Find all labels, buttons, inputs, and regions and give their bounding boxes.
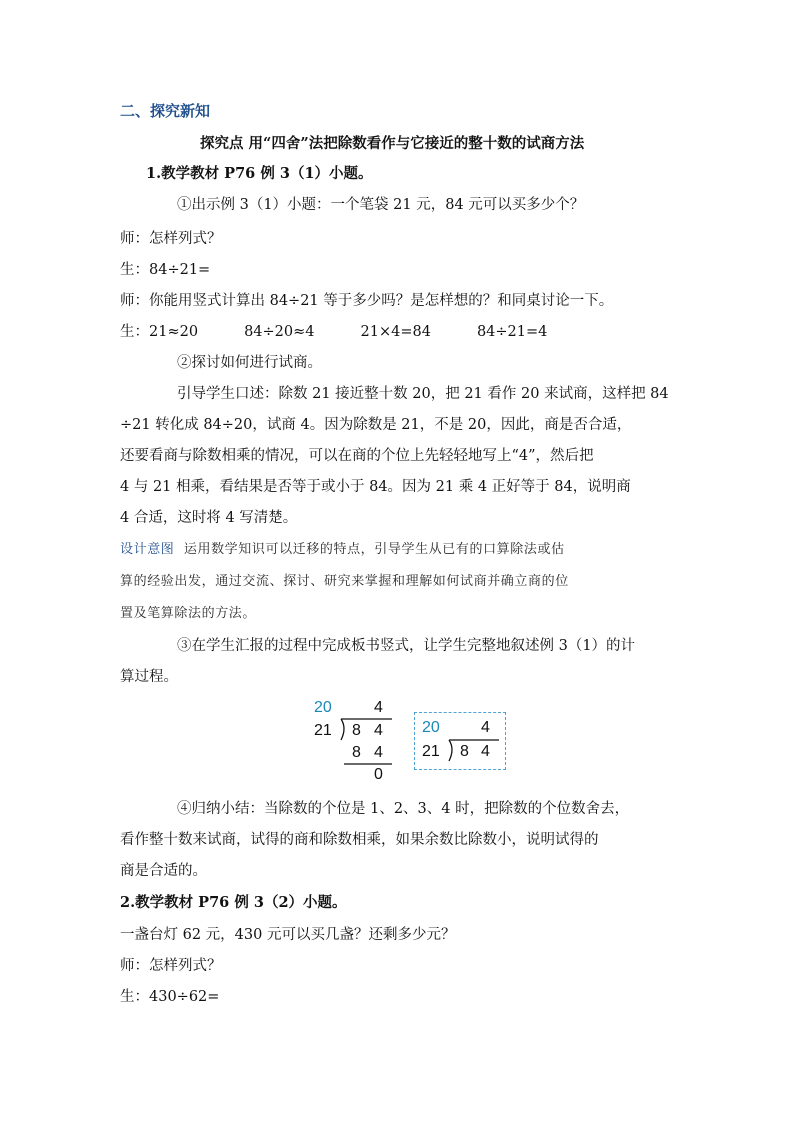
step4-line-1: ④归纳小结：当除数的个位是 1、2、3、4 时，把除数的个位数舍去， — [177, 801, 630, 817]
section-heading: 二、探究新知 — [120, 102, 211, 120]
design-intent-line-3: 置及笔算除法的方法。 — [120, 606, 257, 621]
dividend-tens: 8 — [352, 722, 361, 739]
student-answer-1: 生：84÷21= — [120, 262, 211, 278]
trial-estimate: 20 — [314, 699, 332, 716]
step4-line-2: 看作整十数来试商，试得的商和除数相乘，如果余数比除数小，说明试得的 — [120, 832, 599, 848]
box-quotient: 4 — [481, 719, 490, 736]
trial-box — [414, 712, 506, 770]
guide-line-5: 4 合适，这时将 4 写清楚。 — [120, 510, 298, 526]
problem2-text: 一盏台灯 62 元，430 元可以买几盏？还剩多少元？ — [120, 927, 456, 943]
item2-heading: 2.教学教材 P76 例 3（2）小题。 — [120, 894, 347, 911]
division-bracket — [300, 695, 410, 787]
teacher-question-3: 师：怎样列式？ — [120, 958, 222, 974]
remainder: 0 — [374, 766, 383, 783]
answer-check: 21×4=84 — [360, 324, 431, 340]
guide-line-4: 4 与 21 相乘，看结果是否等于或小于 84。因为 21 乘 4 正好等于 84，说明商 — [120, 479, 631, 495]
box-trial-estimate: 20 — [422, 719, 440, 736]
teacher-question-1: 师：怎样列式？ — [120, 231, 222, 247]
guide-line-3: 还要看商与除数相乘的情况，可以在商的个位上先轻轻地写上“4”，然后把 — [120, 448, 594, 464]
answer-estimate: 84÷20≈4 — [244, 324, 315, 340]
design-intent-line-1: 设计意图 运用数学知识可以迁移的特点，引导学生从已有的口算除法或估 — [120, 542, 565, 557]
design-intent-line-2: 算的经验出发，通过交流、探讨、研究来掌握和理解如何试商并确立商的位 — [120, 574, 569, 589]
quotient: 4 — [374, 699, 383, 716]
student-answer-3: 生：430÷62= — [120, 989, 220, 1005]
long-division — [300, 695, 410, 787]
step2-text: ②探讨如何进行试商。 — [177, 355, 322, 371]
step3-line-1: ③在学生汇报的过程中完成板书竖式，让学生完整地叙述例 3（1）的计 — [177, 638, 636, 654]
step3-line-2: 算过程。 — [120, 669, 178, 685]
product-tens: 8 — [352, 744, 361, 761]
step4-line-3: 商是合适的。 — [120, 863, 207, 879]
dividend-ones: 4 — [374, 722, 383, 739]
divisor: 21 — [314, 722, 332, 739]
answer-approx: 生：21≈20 — [120, 324, 199, 340]
answer-result: 84÷21=4 — [476, 324, 548, 340]
step1-text: ①出示例 3（1）小题：一个笔袋 21 元，84 元可以买多少个？ — [177, 197, 585, 213]
student-answer-2 — [120, 322, 547, 342]
teacher-question-2: 师：你能用竖式计算出 84÷21 等于多少吗？是怎样想的？和同桌讨论一下。 — [120, 293, 614, 309]
design-intent-label: 设计意图 — [120, 542, 175, 557]
box-divisor: 21 — [422, 743, 440, 760]
guide-line-2: ÷21 转化成 84÷20，试商 4。因为除数是 21，不是 20，因此，商是否合适， — [120, 417, 632, 433]
explore-title: 探究点 用“四舍”法把除数看作与它接近的整十数的试商方法 — [200, 135, 585, 152]
item1-heading: 1.教学教材 P76 例 3（1）小题。 — [146, 165, 373, 182]
box-dividend-ones: 4 — [481, 743, 490, 760]
box-dividend-tens: 8 — [460, 743, 469, 760]
guide-line-1: 引导学生口述：除数 21 接近整十数 20，把 21 看作 20 来试商，这样把 84 — [177, 386, 669, 402]
product-ones: 4 — [374, 744, 383, 761]
